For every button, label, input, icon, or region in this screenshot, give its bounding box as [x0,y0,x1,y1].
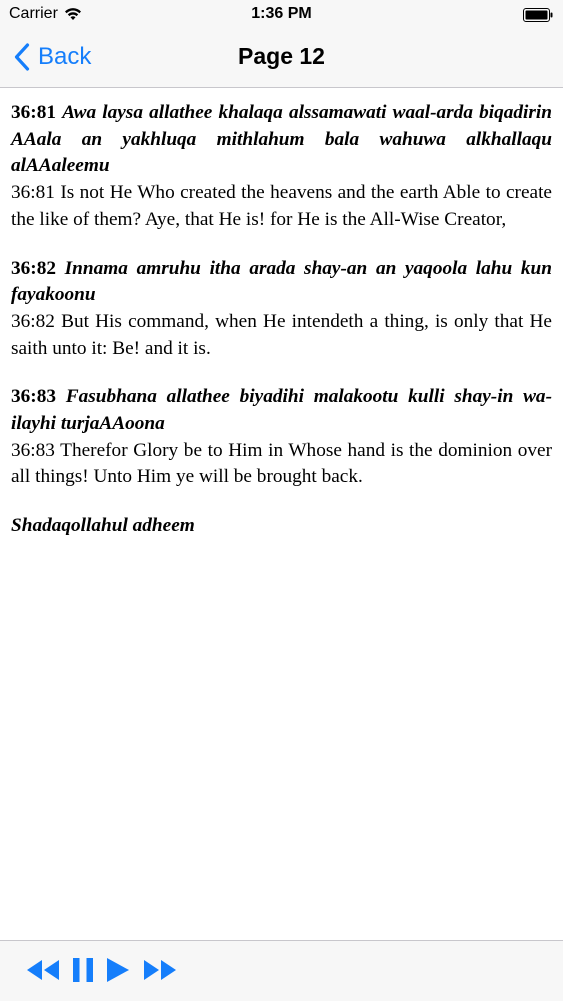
rewind-button[interactable] [26,957,60,983]
verse-block [11,256,552,363]
battery-icon [523,8,553,22]
page-content [11,100,552,559]
status-bar [0,0,563,30]
back-button-label: Back [38,43,92,70]
verse-translation: 36:82 But His command, when He intendeth a thing, is only that He saith unto it: Be! and it is. [11,310,552,359]
fast-forward-icon [143,957,177,983]
carrier-label: Carrier [9,5,58,22]
verse-ref: 36:82 [11,257,56,279]
fast-forward-button[interactable] [143,957,177,983]
verse-block [11,100,552,234]
status-time: 1:36 PM [251,5,312,22]
play-button[interactable] [106,957,130,983]
verse-translation: 36:83 Therefor Glory be to Him in Whose hand is the dominion over all things! Unto Him ye will be brought back. [11,439,552,488]
verse-transliteration: Awa laysa allathee khalaqa alssamawati waal-arda biqadirin AAala an yakhluqa mithlahum bala wahuwa alkhallaqu alAAaleemu [11,102,552,177]
verse-transliteration: Fasubhana allathee biyadihi malakootu kulli shay-in wa-ilayhi turjaAAoona [11,386,552,435]
closing-phrase: Shadaqollahul adheem [11,515,195,537]
rewind-icon [26,957,60,983]
verse-ref: 36:83 [11,386,56,408]
play-icon [106,957,130,983]
playback-toolbar [0,940,563,1001]
page-title: Page 12 [238,43,325,69]
pause-button[interactable] [72,957,94,983]
verse-transliteration: Innama amruhu itha arada shay-an an yaqoola lahu kun fayakoonu [11,257,552,306]
pause-icon [72,957,94,983]
verse-translation: 36:81 Is not He Who created the heavens and the earth Able to create the like of them? Aye, that He is! for He is the All-Wise Creator, [11,182,552,230]
navigation-bar [0,30,563,88]
verse-block [11,384,552,491]
verse-ref: 36:81 [11,102,56,123]
